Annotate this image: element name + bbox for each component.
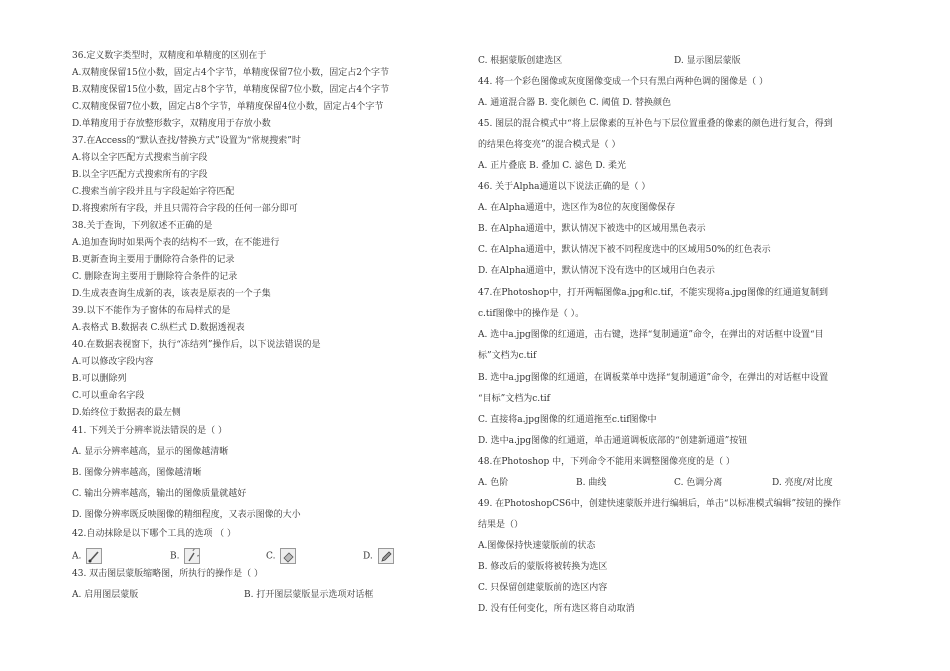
option-37a: A.将以全字匹配方式搜索当前字段 bbox=[72, 153, 208, 163]
option-38d: D.生成表查询生成新的表，该表是原表的一个子集 bbox=[72, 289, 271, 299]
question-43: 43. 双击图层蒙版缩略图，所执行的操作是（ ） bbox=[72, 569, 264, 579]
option-41b: B. 图像分辨率越高，图像越清晰 bbox=[72, 468, 202, 478]
option-47c: C. 直接将a.jpg图像的红通道拖至c.tif图像中 bbox=[478, 415, 657, 425]
option-38b: B.更新查询主要用于删除符合条件的记录 bbox=[72, 255, 235, 265]
option-36d: D.单精度用于存放整形数字，双精度用于存放小数 bbox=[72, 119, 271, 129]
option-40d: D.始终位于数据表的最左侧 bbox=[72, 408, 181, 418]
option-40c: C.可以重命名字段 bbox=[72, 391, 145, 401]
option-48a: A. 色阶 bbox=[478, 478, 509, 488]
option-47a-cont: 标”文档为c.tif bbox=[478, 351, 537, 361]
option-49a: A.图像保持快速蒙版前的状态 bbox=[478, 541, 596, 551]
option-38c: C. 删除查询主要用于删除符合条件的记录 bbox=[72, 272, 238, 282]
question-45: 45. 图层的混合模式中“将上层像素的互补色与下层位置重叠的像素的颜色进行复合，得到 bbox=[478, 119, 833, 129]
question-36: 36.定义数字类型时，双精度和单精度的区别在于 bbox=[72, 51, 267, 61]
option-46a: A. 在Alpha通道中，选区作为8位的灰度图像保存 bbox=[478, 203, 676, 213]
question-42: 42.自动抹除是以下哪个工具的选项 （ ） bbox=[72, 529, 237, 539]
option-46c: C. 在Alpha通道中，默认情况下被不同程度选中的区域用50%的红色表示 bbox=[478, 245, 771, 255]
question-49: 49. 在PhotoshopCS6中，创建快速蒙版并进行编辑后，单击“以标准模式编辑”按钮的操作 bbox=[478, 499, 842, 509]
option-36a: A.双精度保留15位小数，固定占4个字节，单精度保留7位小数，固定占2个字节 bbox=[72, 68, 389, 78]
question-45-cont: 的结果色将变亮”的混合模式是（ ） bbox=[478, 140, 621, 150]
question-39: 39.以下不能作为子窗体的布局样式的是 bbox=[72, 306, 231, 316]
question-40: 40.在数据表视窗下，执行“冻结列”操作后，以下说法错误的是 bbox=[72, 340, 321, 350]
history-brush-icon bbox=[184, 548, 200, 564]
option-37d: D.将搜索所有字段，并且只需符合字段的任何一部分即可 bbox=[72, 204, 298, 214]
option-37b: B.以全字匹配方式搜索所有的字段 bbox=[72, 170, 208, 180]
option-40a: A.可以修改字段内容 bbox=[72, 357, 154, 367]
options-39: A.表格式 B.数据表 C.纵栏式 D.数据透视表 bbox=[72, 323, 245, 333]
options-44: A. 通道混合器 B. 变化颜色 C. 阈值 D. 替换颜色 bbox=[478, 98, 672, 108]
option-41a: A. 显示分辨率越高，显示的图像越清晰 bbox=[72, 447, 229, 457]
option-47b-cont: “目标”文档为c.tif bbox=[478, 394, 550, 404]
question-38: 38.关于查询，下列叙述不正确的是 bbox=[72, 221, 213, 231]
option-46b: B. 在Alpha通道中，默认情况下被选中的区域用黑色表示 bbox=[478, 224, 706, 234]
question-47: 47.在Photoshop中，打开两幅图像a.jpg和c.tif，不能实现将a.jpg图像的红通道复制到 bbox=[478, 288, 829, 298]
option-42d: D. bbox=[363, 548, 394, 564]
option-47d: D. 选中a.jpg图像的红通道，单击通道调板底部的“创建新通道”按钮 bbox=[478, 436, 748, 446]
question-44: 44. 将一个彩色图像或灰度图像变成一个只有黑白两种色调的图像是（ ） bbox=[478, 77, 769, 87]
option-48b: B. 曲线 bbox=[576, 478, 607, 488]
option-47b: B. 选中a.jpg图像的红通道，在调板菜单中选择“复制通道”命令，在弹出的对话框中设置 bbox=[478, 373, 829, 383]
option-41c: C. 输出分辨率越高，输出的图像质量就越好 bbox=[72, 489, 247, 499]
option-42a: A. bbox=[72, 548, 102, 564]
option-47a: A. 选中a.jpg图像的红通道，击右键，选择“复制通道”命令，在弹出的对话框中设置“目 bbox=[478, 330, 824, 340]
option-46d: D. 在Alpha通道中，默认情况下没有选中的区域用白色表示 bbox=[478, 266, 715, 276]
option-37c: C.搜索当前字段并且与字段起始字符匹配 bbox=[72, 187, 235, 197]
option-42c: C. bbox=[266, 548, 296, 564]
option-36b: B.双精度保留15位小数，固定占8个字节，单精度保留7位小数，固定占4个字节 bbox=[72, 85, 390, 95]
question-49-cont: 结果是（） bbox=[478, 520, 524, 530]
pencil-tool-icon bbox=[378, 548, 394, 564]
option-43c: C. 根据蒙版创建选区 bbox=[478, 56, 563, 66]
question-46: 46. 关于Alpha通道以下说法正确的是（ ） bbox=[478, 182, 651, 192]
option-49b: B. 修改后的蒙版将被转换为选区 bbox=[478, 562, 608, 572]
option-48c: C. 色调分离 bbox=[674, 478, 723, 488]
option-41d: D. 图像分辨率既反映图像的精细程度，又表示图像的大小 bbox=[72, 510, 301, 520]
option-49c: C. 只保留创建蒙版前的选区内容 bbox=[478, 583, 608, 593]
option-38a: A.追加查询时如果两个表的结构不一致，在不能进行 bbox=[72, 238, 280, 248]
options-45: A. 正片叠底 B. 叠加 C. 滤色 D. 柔光 bbox=[478, 161, 627, 171]
question-47-cont: c.tif图像中的操作是（ ）。 bbox=[478, 309, 585, 319]
option-43d: D. 显示图层蒙版 bbox=[674, 56, 741, 66]
option-48d: D. 亮度/对比度 bbox=[772, 478, 833, 488]
question-48: 48.在Photoshop 中，下列命令不能用来调整图像亮度的是（ ） bbox=[478, 457, 735, 467]
eraser-tool-icon bbox=[280, 548, 296, 564]
option-40b: B.可以删除列 bbox=[72, 374, 127, 384]
option-42b: B. bbox=[170, 548, 200, 564]
option-43a: A. 启用图层蒙版 bbox=[72, 590, 139, 600]
brush-tool-icon bbox=[86, 548, 102, 564]
option-49d: D. 没有任何变化，所有选区将自动取消 bbox=[478, 604, 635, 614]
option-36c: C.双精度保留7位小数，固定占8个字节，单精度保留4位小数，固定占4个字节 bbox=[72, 102, 384, 112]
question-37: 37.在Access的“默认查找/替换方式”设置为“常规搜索”时 bbox=[72, 136, 301, 146]
option-43b: B. 打开图层蒙版显示选项对话框 bbox=[244, 590, 374, 600]
question-41: 41. 下列关于分辨率说法错误的是（ ） bbox=[72, 426, 228, 436]
